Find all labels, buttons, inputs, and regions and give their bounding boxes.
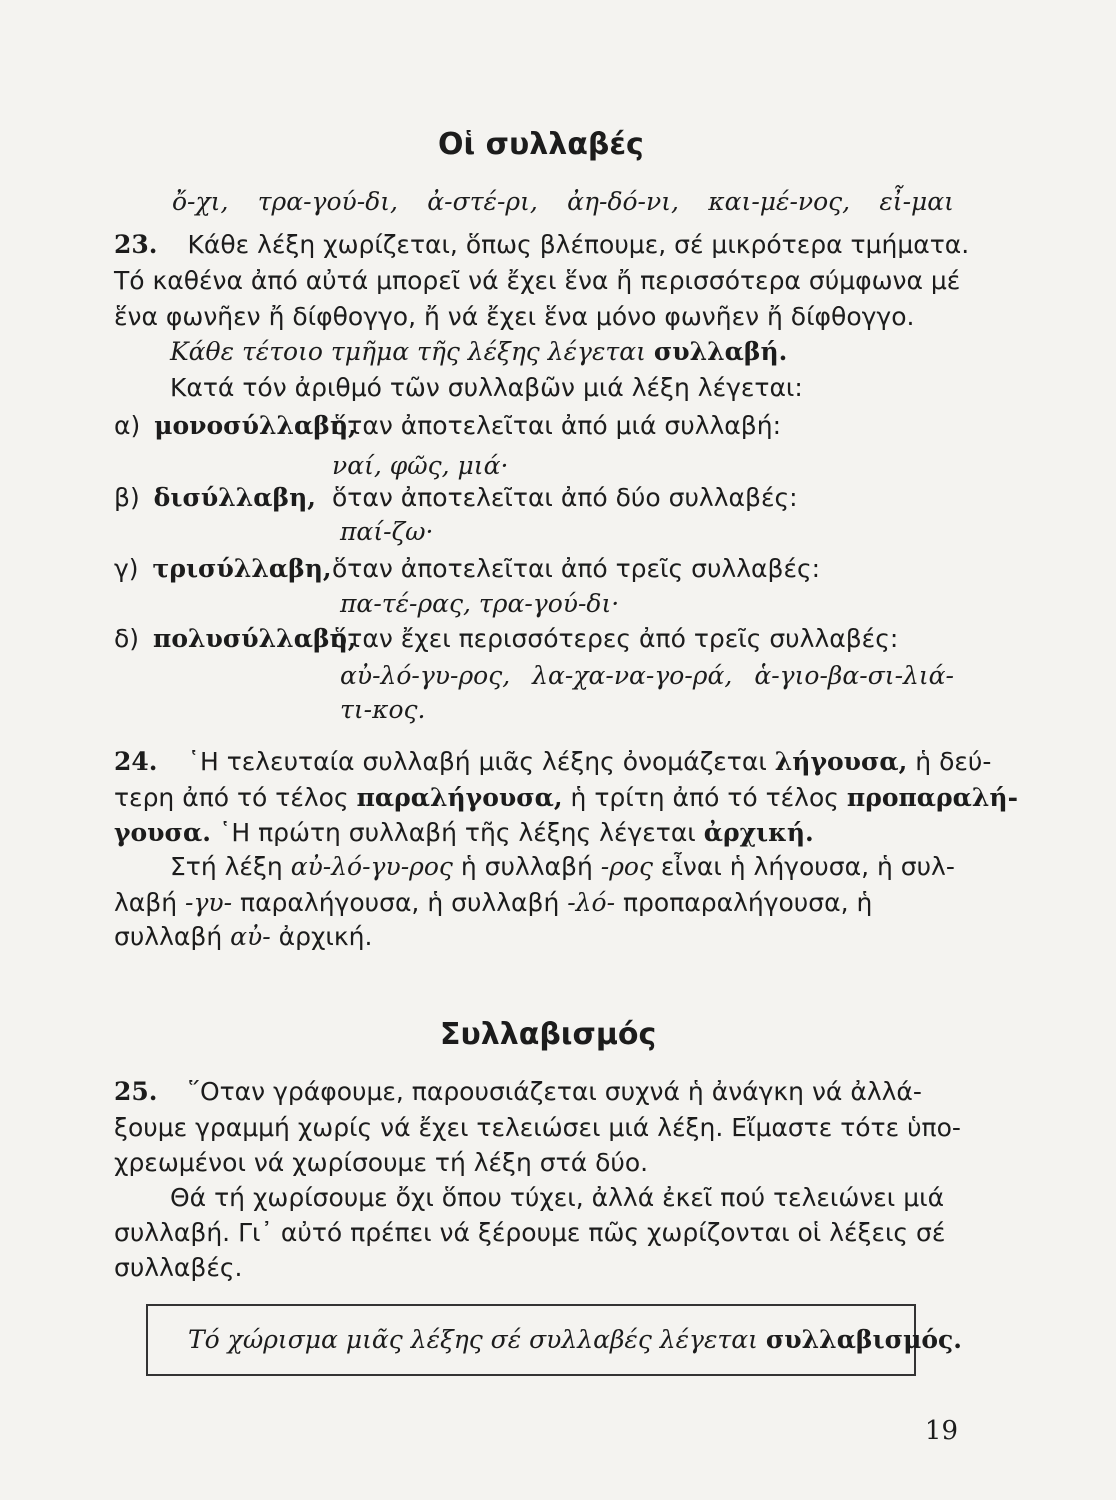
list-item: δ) πολυσύλλαβη,: [114, 624, 357, 653]
list-item-description: ὅταν ἀποτελεῖται ἀπό μιά συλλαβή:: [332, 411, 781, 440]
polysyllable-examples: αὐ-λό-γυ-ρος, λα-χα-να-γο-ρά, ἁ-γιο-βα-σι-λιά-: [340, 661, 954, 690]
paragraph-25-line-2: ξουμε γραμμή χωρίς νά ἔχει τελειώσει μιά λέξη. Εἴμαστε τότε ὑπο-: [114, 1113, 961, 1142]
paragraph-24-line-2: τερη ἀπό τό τέλος παραλήγουσα, ἡ τρίτη ἀπό τό τέλος προπαραλή-: [114, 783, 1018, 812]
paragraph-24-line-5: λαβή -γυ- παραλήγουσα, ἡ συλλαβή -λό- προπαραλήγουσα, ἡ: [114, 888, 873, 917]
list-item: γ) τρισύλλαβη,: [114, 554, 332, 583]
paragraph-number: 24.: [114, 747, 158, 776]
list-item-description: ὅταν ἀποτελεῖται ἀπό τρεῖς συλλαβές:: [332, 554, 821, 583]
paragraph-24-line-3: γουσα. ῾Η πρώτη συλλαβή τῆς λέξης λέγεται ἀρχική.: [114, 818, 814, 847]
paragraph-25-line-5: συλλαβή. Γι᾿ αὐτό πρέπει νά ξέρουμε πῶς χωρίζονται οἱ λέξεις σέ: [114, 1218, 946, 1247]
paragraph-23-line-2: Τό καθένα ἀπό αὐτά μπορεῖ νά ἔχει ἕνα ἤ περισσότερα σύμφωνα μέ: [114, 266, 961, 295]
definition-box-text: Τό χώρισμα μιᾶς λέξης σέ συλλαβές λέγεται συλλαβισμός.: [188, 1325, 962, 1354]
section-title-syllabification: Συλλαβισμός: [440, 1017, 657, 1052]
list-item: α) μονοσύλλαβη,: [114, 411, 357, 440]
paragraph-25-line-1: 25. ῞Οταν γράφουμε, παρουσιάζεται συχνά ἡ ἀνάγκη νά ἀλλά-: [114, 1077, 922, 1106]
paragraph-25-line-4: Θά τή χωρίσουμε ὄχι ὅπου τύχει, ἀλλά ἐκεῖ πού τελειώνει μιά: [170, 1183, 945, 1212]
syllable-definition: Κάθε τέτοιο τμῆμα τῆς λέξης λέγεται συλλαβή.: [170, 337, 788, 366]
section-title-syllables: Οἱ συλλαβές: [438, 127, 644, 162]
paragraph-number: 23.: [114, 230, 158, 259]
paragraph-24-line-6: συλλαβή αὐ- ἀρχική.: [114, 922, 373, 951]
paragraph-23-line-1: 23. Κάθε λέξη χωρίζεται, ὅπως βλέπουμε, σέ μικρότερα τμήματα.: [114, 230, 970, 259]
paragraph-25-line-3: χρεωμένοι νά χωρίσουμε τή λέξη στά δύο.: [114, 1148, 649, 1177]
paragraph-number: 25.: [114, 1077, 158, 1106]
definition-box: [146, 1304, 962, 1376]
paragraph-24-line-1: 24. ῾Η τελευταία συλλαβή μιᾶς λέξης ὀνομάζεται λήγουσα, ἡ δεύ-: [114, 747, 992, 776]
paragraph-25-line-6: συλλαβές.: [114, 1253, 243, 1282]
count-intro: Κατά τόν ἀριθμό τῶν συλλαβῶν μιά λέξη λέγεται:: [170, 373, 803, 402]
list-item-example: παί-ζω·: [340, 517, 434, 546]
polysyllable-examples-continued: τι-κος.: [340, 695, 426, 724]
paragraph-23-line-3: ἕνα φωνῆεν ἤ δίφθογγο, ἤ νά ἔχει ἕνα μόνο φωνῆεν ἤ δίφθογγο.: [114, 302, 915, 331]
list-item-description: ὅταν ἀποτελεῖται ἀπό δύο συλλαβές:: [332, 483, 798, 512]
paragraph-24-line-4: Στή λέξη αὐ-λό-γυ-ρος ἡ συλλαβή -ρος εἶναι ἡ λήγουσα, ἡ συλ-: [170, 852, 955, 881]
examples-line: ὄ-χι, τρα-γού-δι, ἀ-στέ-ρι, ἀη-δό-νι, και-μέ-νος, εἶ-μαι: [172, 187, 954, 216]
list-item-example: ναί, φῶς, μιά·: [332, 451, 509, 480]
list-item-example: πα-τέ-ρας, τρα-γού-δι·: [340, 589, 620, 618]
page-number: 19: [924, 1416, 958, 1446]
list-item-description: ὅταν ἔχει περισσότερες ἀπό τρεῖς συλλαβές:: [332, 624, 899, 653]
list-item: β) δισύλλαβη,: [114, 483, 317, 512]
